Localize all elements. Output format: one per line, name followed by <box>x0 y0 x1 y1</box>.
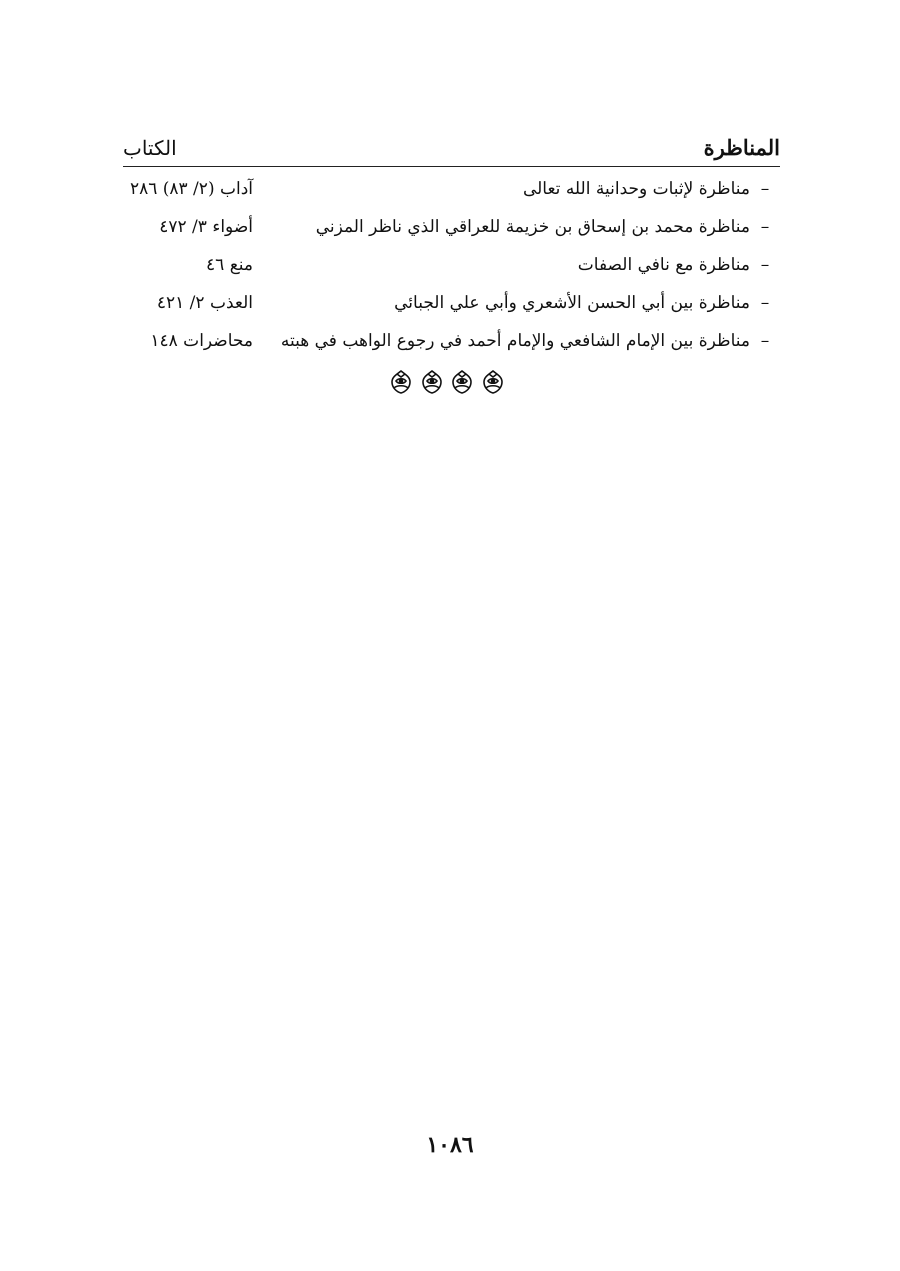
entry-title: مناظرة بين أبي الحسن الأشعري وأبي علي الجبائي <box>394 293 750 313</box>
entry-reference: منع ٤٦ <box>206 255 253 275</box>
entry-reference: محاضرات ١٤٨ <box>150 331 253 351</box>
list-item <box>123 322 780 360</box>
page-number: ١٠٨٦ <box>426 1132 474 1158</box>
bullet-dash: – <box>760 293 770 313</box>
arabesque-ornament-icon <box>388 368 504 396</box>
entry-title: مناظرة لإثبات وحدانية الله تعالى <box>522 179 750 199</box>
table-header <box>123 126 780 160</box>
list-item <box>123 284 780 322</box>
bullet-dash: – <box>760 217 770 237</box>
list-item <box>123 170 780 208</box>
ornament-knot-icon <box>419 369 443 395</box>
entry-reference: العذب ٢/ ٤٢١ <box>156 293 253 313</box>
column-header-debate: المناظرة <box>703 135 780 160</box>
ornament-knot-icon <box>388 369 412 395</box>
list-item <box>123 246 780 284</box>
header-divider <box>123 166 780 167</box>
column-header-book: الكتاب <box>123 136 177 160</box>
entry-list <box>123 170 780 360</box>
bullet-dash: – <box>760 179 770 199</box>
bullet-dash: – <box>760 331 770 351</box>
entry-reference: آداب (٢/ ٨٣) ٢٨٦ <box>129 179 253 199</box>
bullet-dash: – <box>760 255 770 275</box>
entry-title: مناظرة بين الإمام الشافعي والإمام أحمد في رجوع الواهب في هبته <box>280 331 750 351</box>
entry-title: مناظرة مع نافي الصفات <box>577 255 750 275</box>
ornament-knot-icon <box>449 369 473 395</box>
ornament-knot-icon <box>480 369 504 395</box>
entry-title: مناظرة محمد بن إسحاق بن خزيمة للعراقي الذي ناظر المزني <box>315 217 750 237</box>
entry-reference: أضواء ٣/ ٤٧٢ <box>159 217 253 237</box>
list-item <box>123 208 780 246</box>
